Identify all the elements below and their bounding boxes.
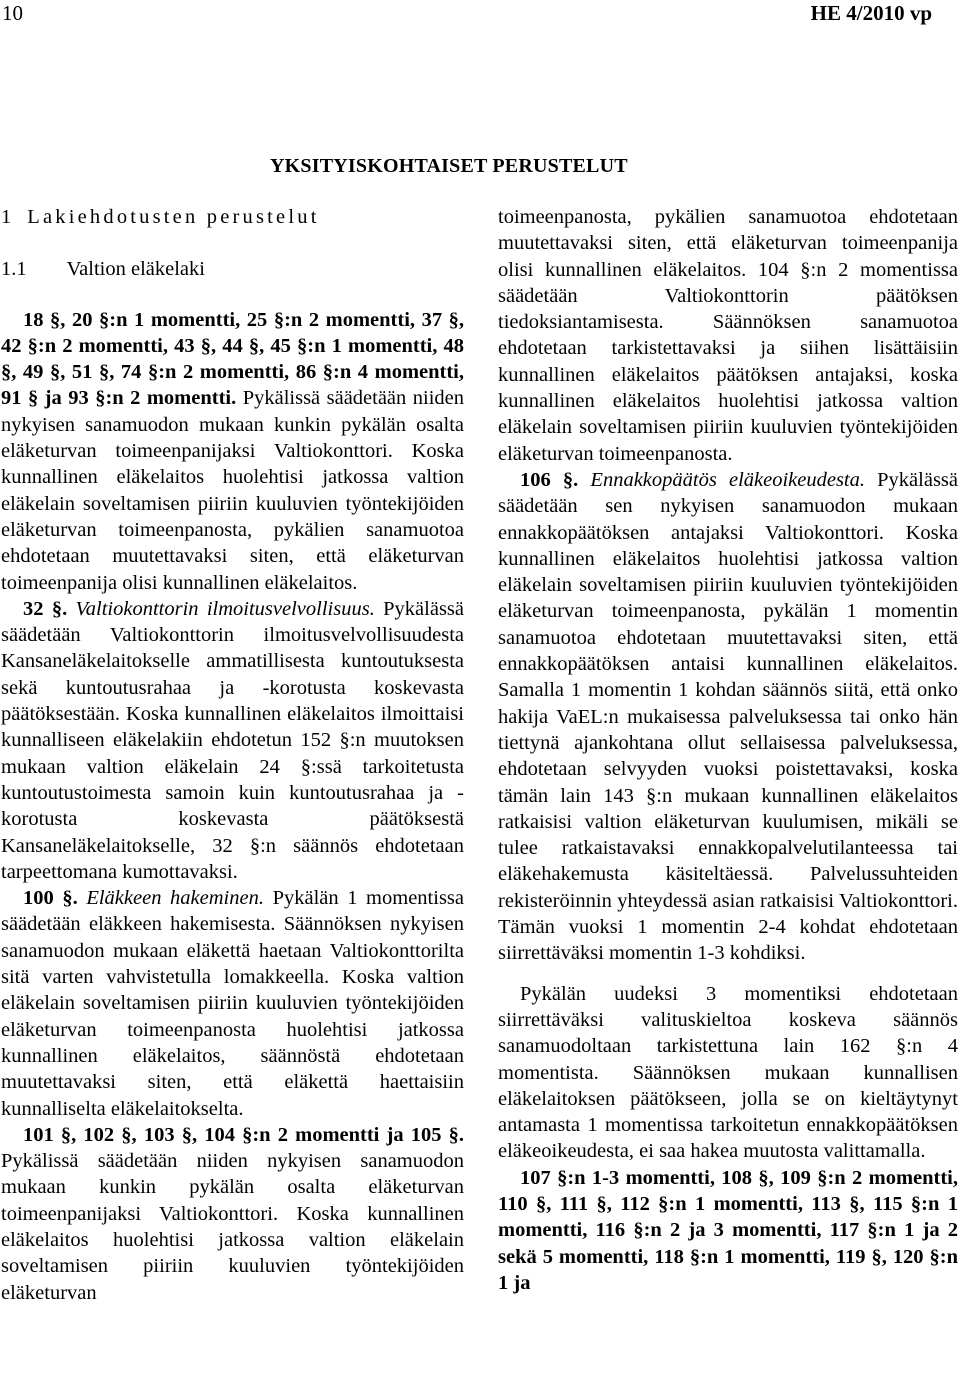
section-title: Ennakkopäätös eläkeoikeudesta. (578, 468, 865, 491)
document-id: HE 4/2010 vp (810, 1, 932, 25)
section-reference: 32 §. (23, 597, 68, 620)
page-number: 10 (2, 1, 23, 25)
main-title: YKSITYISKOHTAISET PERUSTELUT (270, 155, 628, 177)
section-reference: 18 §, 20 §:n 1 momentti, 25 §:n 2 momentti, 37 §, 42 §:n 2 momentti, 43 §, 44 §, 45 §:n 1 momentti, 48 §, 49 §, 51 §, 74 §:n 2 momentti, 86 §:n 4 momentti, 91 § ja 93 §:n 2 momentti. (1, 308, 464, 410)
section-heading-1 (1, 204, 464, 230)
section-reference: 107 §:n 1-3 momentti, 108 §, 109 §:n 2 momentti, 110 §, 111 §, 112 §:n 1 momentti, 113 §, 115 §:n 1 momentti, 116 §:n 2 ja 3 momentti, 117 §:n 1 ja 2 sekä 5 momentti, 118 §:n 1 momentti, 119 §, 120 §:n 1 ja (498, 1166, 958, 1294)
paragraph (1, 885, 464, 1122)
section-title: Valtiokonttorin ilmoitusvelvollisuus. (67, 597, 375, 620)
paragraph (498, 467, 958, 967)
paragraph (1, 1122, 464, 1306)
section-number: 1 (1, 206, 12, 228)
paragraph (498, 981, 958, 1165)
paragraph (498, 204, 958, 467)
paragraph-text: Pykälän 1 momentissa säädetään eläkkeen hakemisesta. Säännöksen nykyisen sanamuodon mukaan eläkettä haetaan Valtiokonttorilta sitä varten vahvistetulla lomakkeella. Koska valtion eläkelain soveltamisen piiriin kuuluvien työntekijöiden eläketurvan toimeenpanosta huolehtisi jatkossa kunnallinen eläkelaitos, säännöstä ehdotetaan muutettavaksi siten, että eläkettä haettaisiin kunnalliselta eläkelaitokselta. (1, 887, 464, 1120)
section-title: Lakiehdotusten perustelut (27, 206, 320, 228)
paragraph (498, 1165, 958, 1296)
subsection-number: 1.1 (1, 258, 27, 281)
paragraph (1, 307, 464, 596)
paragraph-text: Pykälässä säädetään Valtiokonttorin ilmoitusvelvollisuudesta Kansaneläkelaitokselle ammatillisesta kuntoutuksesta sekä kuntoutusrahaa ja -korotusta koskevasta päätöksestään. Koska kunnallinen eläkelaitos ilmoittaisi kunnalliseen eläkelakiin ehdotetun 152 §:n muutoksen mukaan valtion eläkelain 24 §:ssä tarkoitetusta kuntoutustoimesta samoin kuin kuntoutusrahaa ja -korotusta koskevasta päätöksestä Kansaneläkelaitokselle, 32 §:n säännös ehdotetaan tarpeettomana kumottavaksi. (1, 597, 464, 883)
paragraph (1, 596, 464, 885)
section-reference: 106 §. (520, 468, 579, 491)
paragraph-text: Pykälässä säädetään sen nykyisen sanamuodon mukaan ennakkopäätöksen antajaksi Valtiokonttori. Koska kunnallinen eläkelaitos huolehtisi jatkossa valtion eläkelain soveltamisen piiriin kuuluvien työntekijöiden eläketurvan toimeenpanosta, pykälän 1 momentin sanamuotoa ehdotetaan muutettavaksi siten, että ennakkopäätöksen antaisi kunnallinen eläkelaitos. Samalla 1 momentin 1 kohdan säännös siitä, että onko hakija VaEL:n mukaisessa palveluksessa tai onko hän tiettynä ajankohtana ollut sellaisessa palveluksessa, ehdotetaan selvyyden vuoksi poistettavaksi, koska tämän lain 143 §:n mukaan kunnallinen eläkelaitos ratkaisisi valtion eläketurvan kuulumisen, mikäli se tulee ratkaistavaksi ennakkopalvelutilanteessa tai eläkehakemusta käsiteltäessä. Palvelussuhteiden rekisteröinnin yhteydessä asian ratkaisisi Valtiokonttori. Tämän vuoksi 1 momentin 2-4 kohdat ehdotetaan siirrettäväksi momentin 1-3 kohdiksi. (498, 468, 958, 965)
right-column (498, 204, 958, 1296)
section-heading-1-1 (1, 256, 464, 282)
paragraph-text: Pykälissä säädetään niiden nykyisen sanamuodon mukaan kunkin pykälän osalta eläketurvan toimeenpanijaksi Valtiokonttori. Koska kunnallinen eläkelaitos huolehtisi jatkossa valtion eläkelain soveltamisen piiriin kuuluvien työntekijöiden eläketurvan (1, 1150, 464, 1304)
subsection-title: Valtion eläkelaki (66, 258, 205, 281)
section-reference: 100 §. (23, 887, 78, 910)
left-column (1, 204, 464, 1306)
section-reference: 101 §, 102 §, 103 §, 104 §:n 2 momentti ja 105 §. (23, 1123, 464, 1146)
paragraph-text: toimeenpanosta, pykälien sanamuotoa ehdotetaan muutettavaksi siten, että eläketurvan toimeenpanija olisi kunnallinen eläkelaitos. 104 §:n 2 momentissa säädetään Valtiokonttorin päätöksen tiedoksiantamisesta. Säännöksen sanamuotoa ehdotetaan tarkistettavaksi ja siihen lisättäisiin kunnallinen eläkelaitos päätöksen antajaksi, koska kunnallinen eläkelaitos huolehtisi jatkossa valtion eläkelain soveltamisen piiriin kuuluvien työntekijöiden eläketurvan toimeenpanosta. (498, 206, 958, 465)
paragraph-text: Pykälissä säädetään niiden nykyisen sanamuodon mukaan kunkin pykälän osalta eläketurvan toimeenpanijaksi Valtiokonttori. Koska kunnallinen eläkelaitos huolehtisi jatkossa valtion eläkelain soveltamisen piiriin kuuluvien työntekijöiden eläketurvan toimeenpanosta, pykälien sanamuotoa ehdotetaan muutettavaksi siten, että eläketurvan toimeenpanija olisi kunnallinen eläkelaitos. (1, 387, 464, 594)
paragraph-text: Pykälän uudeksi 3 momentiksi ehdotetaan siirrettäväksi valituskieltoa koskeva säännös sanamuodoltaan tarkistettuna lain 162 §:n 4 momentista. Säännöksen mukaan kunnallisen eläkelaitoksen päätökseen, jolla se on kieltäytynyt antamasta 1 momentissa tarkoitetun ennakkopäätöksen eläkeoikeudesta, ei saa hakea muutosta valittamalla. (498, 982, 958, 1163)
section-title: Eläkkeen hakeminen. (77, 887, 264, 910)
